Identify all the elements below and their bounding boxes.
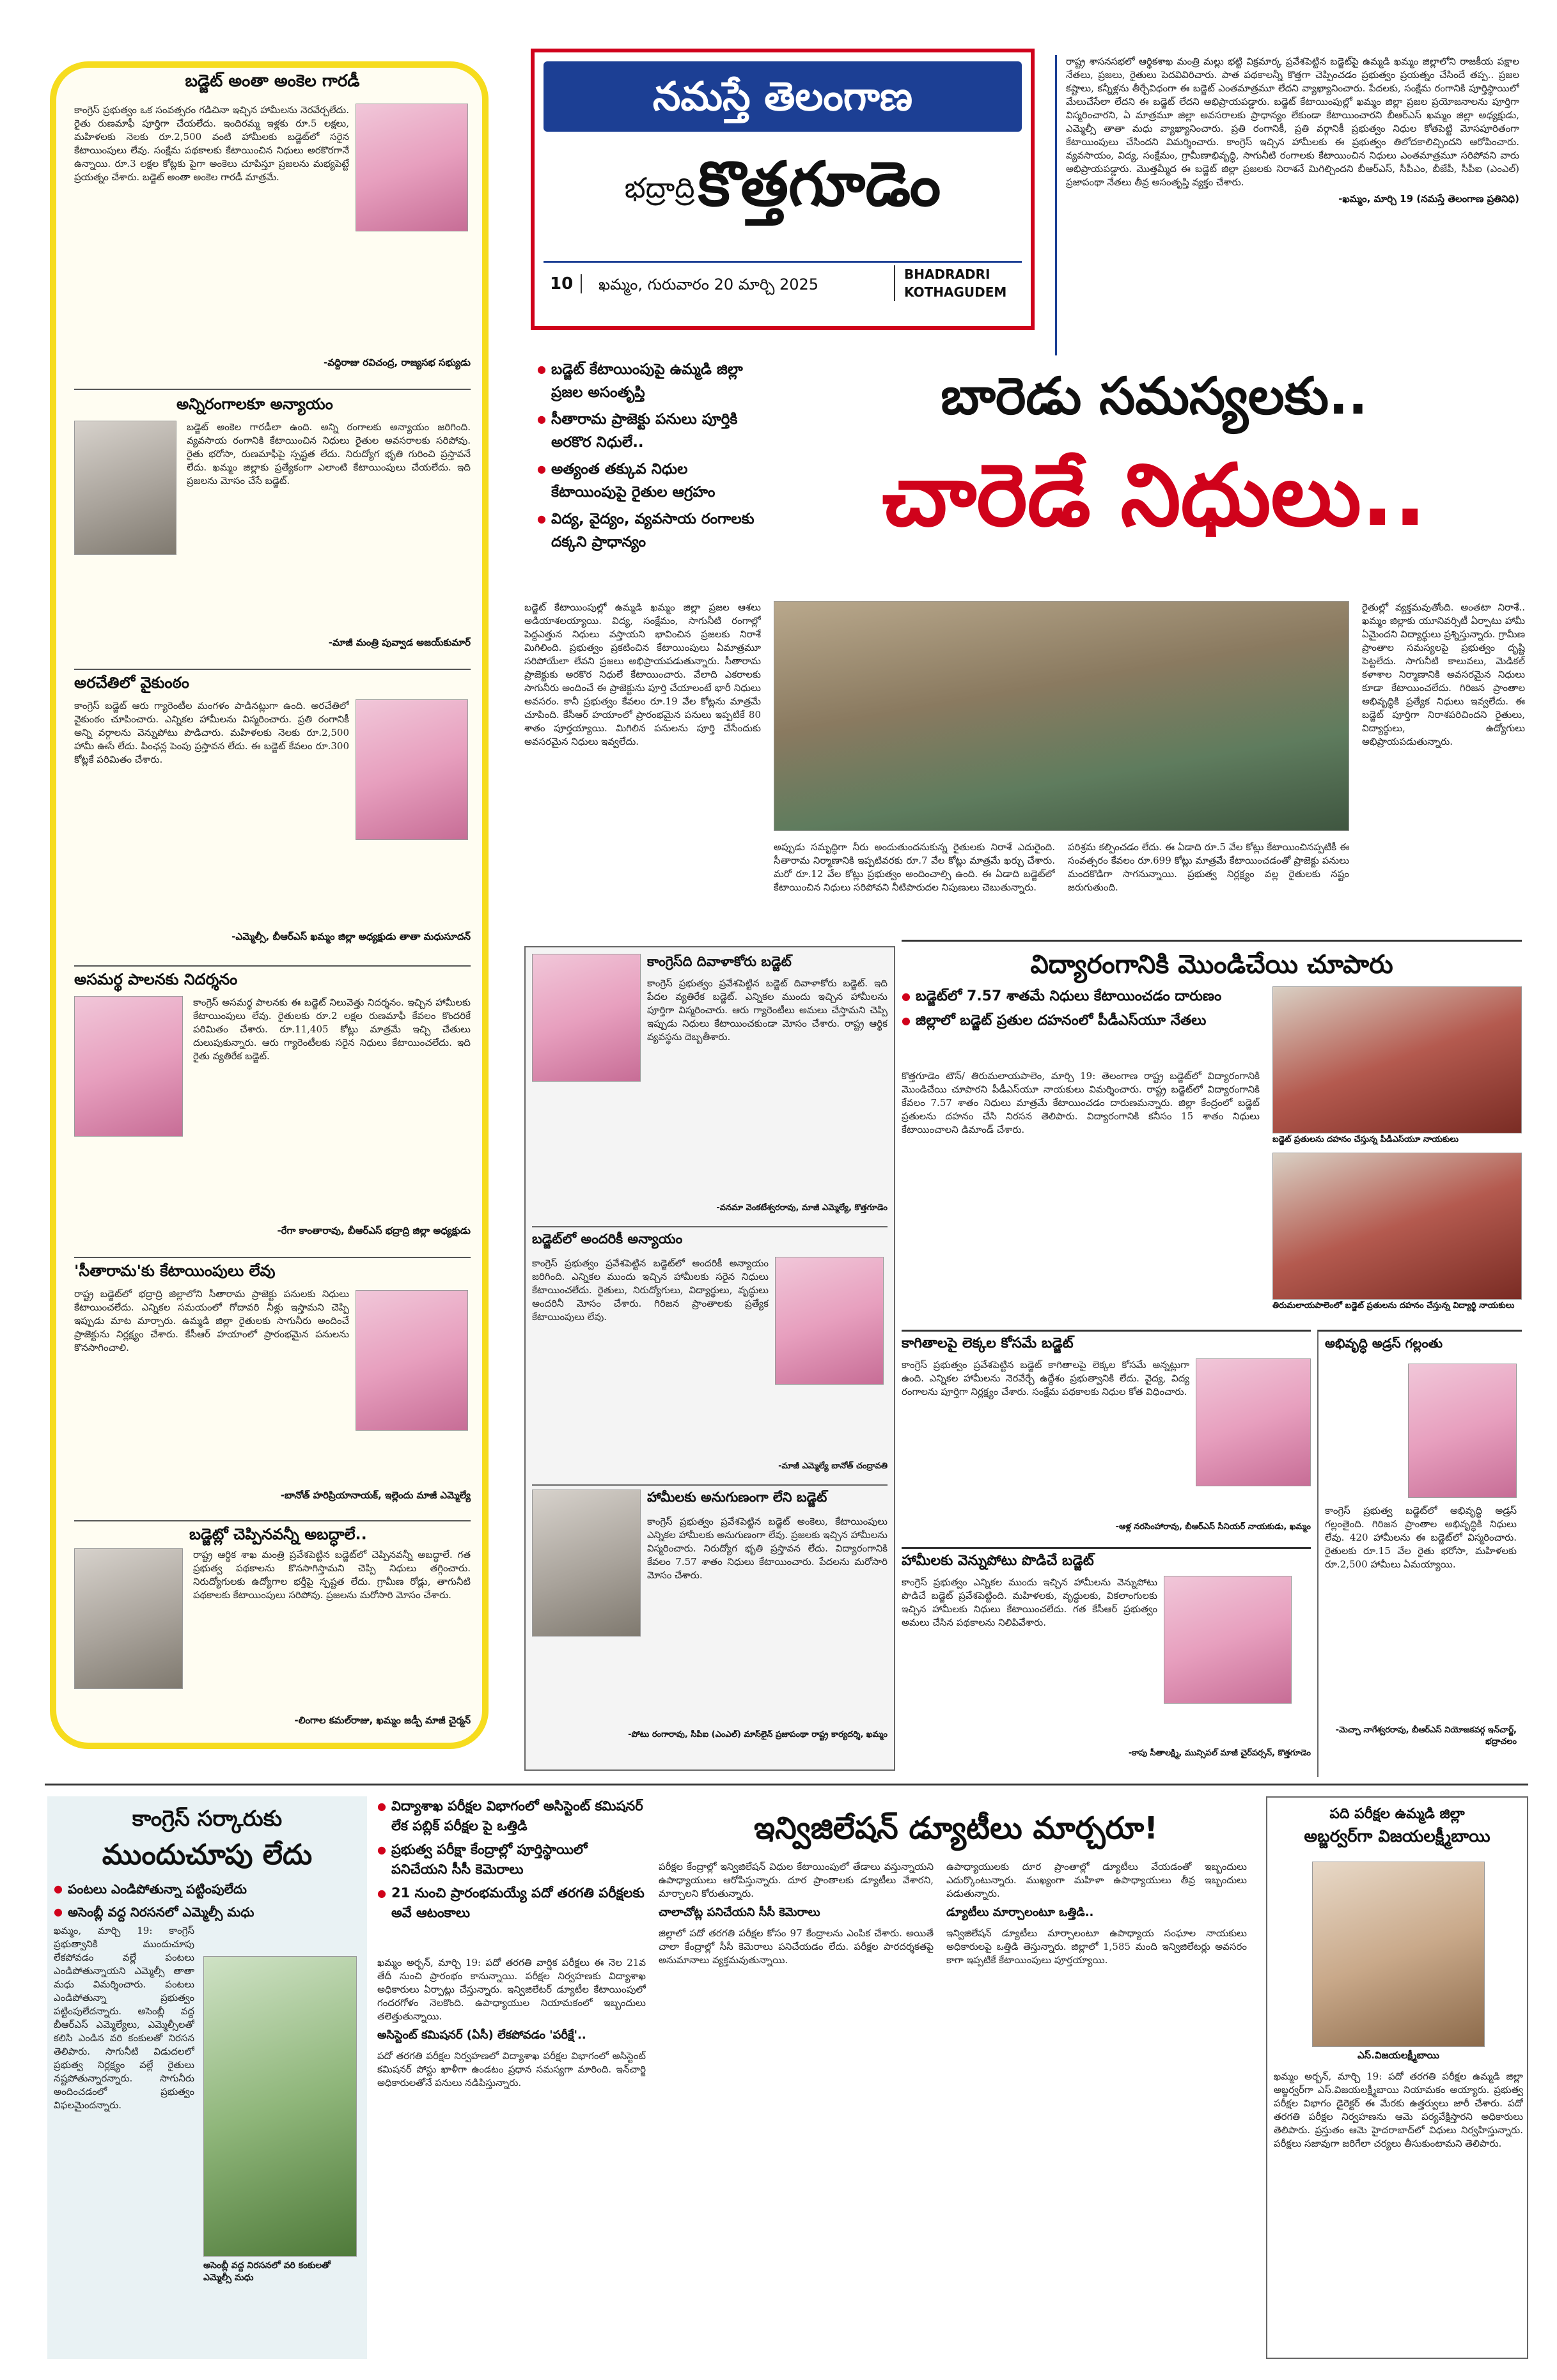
article-body: కాంగ్రెస్ ప్రభుత్వ బడ్జెట్‌లో అభివృద్ధి అడ్రస్ గల్లంతైంది. గిరిజన ప్రాంతాల అభివృద్ధికి నిధులు లేవు. 420 హామీలను ఈ బడ్జెట్‌లో విస్మరించారు. రైతులకు రూ.15 వేల రైతు భరోసా, మహిళలకు రూ.2,500 హామీలు ఏమయ్యాయి. — [1325, 1505, 1517, 1570]
exam-subhead: అసిస్టెంట్ కమిషనర్ (ఏసీ) లేకపోవడం 'పరీక్షే'.. — [377, 2028, 586, 2042]
article-photo — [356, 699, 468, 840]
exam-subhead: డ్యూటీలు మార్చాలంటూ ఒత్తిడి.. — [946, 1906, 1094, 1919]
article-signature: -ఎమ్మెల్సీ, బీఆర్ఎస్ ఖమ్మం జిల్లా అధ్యక్షుడు తాతా మధుసూదన్ — [231, 931, 471, 942]
article-photo — [532, 1489, 641, 1637]
story-body: రాష్ట్ర శాసనసభలో ఆర్థికశాఖ మంత్రి మల్లు భట్టి విక్రమార్క ప్రవేశపెట్టిన బడ్జెట్‌పై ఉమ్మడి ఖమ్మం జిల్లాలోని రాజకీయ పక్షాల నేతలు, ప్రజలు, రైతులు పెదవివిరిచారు. పాత పథకాలన్నీ కొత్తగా చెప్పించడం ప్రభుత్వం ప్రయత్నం చేసిందే తప్ప.. ప్రజల కష్టాలు, కన్నీళ్లను తీర్చేవిధంగా ఈ బడ్జెట్ ఎంతమాత్రమూ లేదని వ్యాఖ్యానించారు. పేదలకు, సంక్షేమ రంగానికి పూర్తిస్థాయిలో మేలుచేసేలా లేదని ఈ బడ్జెట్ లేదని అభిప్రాయపడ్డారు. బడ్జెట్ కేటాయింపుల్లో ఖమ్మం జిల్లా ప్రజల ప్రయోజనాలను పూర్తిగా విస్మరించారని, ఏ మాత్రమూ జిల్లా అవసరాలకు ప్రాధాన్యం లేకుండా కేటాయించారని బీఆర్ఎస్ ఖమ్మం జిల్లా అధ్యక్షుడు, ఎమ్మెల్సీ తాతా మధు వ్యాఖ్యానించారు. ప్రతి రంగానికీ, ప్రతి వర్గానికీ ప్రభుత్వం నిధుల కోతపెట్టి మోసపూరితంగా కేటాయింపులు చేసిందని విమర్శించారు. కాంగ్రెస్ ఇచ్చిన హామీలకు ఈ ప్రభుత్వం తిలోదకాలిచ్చిందని ఆరోపించారు. వ్యవసాయం, విద్య, సంక్షేమం, గ్రామీణాభివృద్ధి, సాగునీటి రంగాలకు కేటాయించిన నిధులు ఎంతమాత్రమూ సరిపోవని వారు అభిప్రాయపడ్డారు. మొత్తమ్మీద ఈ బడ్జెట్ జిల్లా ప్రజలకు నిరాశనే మిగిల్చిందని బీఆర్ఎస్, సీపీఎం, బీజేపీ, సీపీఐ (ఎంఎల్) ప్రజాపంథా నేతలు తీవ్ర అసంతృప్తి వ్యక్తం చేశారు. — [1066, 56, 1519, 188]
bottom-left-headline1: కాంగ్రెస్ సర్కారుకు — [132, 1806, 283, 1832]
article-body: కాంగ్రెస్ బడ్జెట్ ఆరు గ్యారెంటీల మంగళం పాడినట్లుగా ఉంది. అరచేతిలో వైకుంఠం చూపించారు. ఎన్నికల హామీలను విస్మరించారు. ప్రతి రంగానికీ అన్ని వర్గాలను వెన్నుపోటు పొడిచారు. మహిళలకు నెలకు రూ.2,500 హామీ ఊసే లేదు. పింఛన్ల పెంపు ప్రస్తావన లేదు. ఈ బడ్జెట్ కేవలం రూ.300 కోట్లకే పరిమితం చేశారు. — [74, 700, 349, 765]
exam-bullets — [377, 1796, 646, 1950]
article-body: కాంగ్రెస్ ప్రభుత్వం ప్రవేశపెట్టిన బడ్జెట్ దివాళాకోరు బడ్జెట్. ఇది పేదల వ్యతిరేక బడ్జెట్. ఎన్నికల ముందు ఇచ్చిన హామీలను పూర్తిగా విస్మరించారు. ఆరు గ్యారెంటీలు అమలు చేస్తామని చెప్పి ఇప్పుడు నిధులు కేటాయించకుండా మోసం చేశారు. రాష్ట్ర ఆర్థిక వ్యవస్థను దెబ్బతీశారు. — [647, 977, 888, 1043]
divider — [74, 965, 471, 967]
bottom-divider — [45, 1784, 1528, 1785]
main-story-col3: పరిశ్రమ కల్పించడం లేదు. ఈ ఏడాది రూ.5 వేల కోట్లు కేటాయించినప్పటికీ ఈ సంవత్సరం కేవలం రూ.699 కోట్లు మాత్రమే కేటాయించడంతో ప్రాజెక్టు పనులు మందకొడిగా సాగనున్నాయి. ప్రభుత్వ నిర్లక్ష్యం వల్ల రైతులకు నష్టం జరుగుతుంది. — [1068, 841, 1349, 893]
photo-caption: బడ్జెట్ ప్రతులను దహనం చేస్తున్న పీడీఎస్‌యూ నాయకులు — [1272, 1135, 1459, 1144]
exam-col1-body: ఖమ్మం అర్బన్, మార్చి 19: పదో తరగతి వార్షిక పరీక్షలు ఈ నెల 21వ తేదీ నుంచి ప్రారంభం కానున్నాయి. పరీక్షల నిర్వహణకు విద్యాశాఖ అధికారులు ఏర్పాట్లు చేస్తున్నారు. ఇన్విజిలేటర్ డ్యూటీల కేటాయింపులో గందరగోళం నెలకొంది. ఉపాధ్యాయుల నియామకంలో ఇబ్బందులు తలెత్తుతున్నాయి. — [377, 1957, 646, 2022]
article-photo — [74, 421, 176, 555]
article-photo — [532, 954, 641, 1082]
article-signature: -మెచ్చా నాగేశ్వరరావు, బీఆర్ఎస్ నియోజకవర్గ ఇన్‌చార్జ్, భద్రాచలం — [1335, 1725, 1517, 1746]
photo-caption: తిరుమలాయపాలెంలో బడ్జెట్ ప్రతులను దహనం చేస్తున్న విద్యార్థి నాయకులు — [1272, 1301, 1515, 1311]
exam-bullet: ● ప్రభుత్వ పరీక్షా కేంద్రాల్లో పూర్తిస్థాయిలో పనిచేయని సీసీ కెమెరాలు — [377, 1840, 646, 1879]
divider — [74, 389, 471, 390]
small-story — [1317, 1330, 1522, 1777]
opinion-article — [74, 1525, 471, 1736]
article-body: రాష్ట్ర బడ్జెట్‌లో భద్రాద్రి జిల్లాలోని సీతారామ ప్రాజెక్టు పనులకు నిధులు కేటాయించలేదు. ఎన్నికల సమయంలో గోదావరి నీళ్లు ఇస్తామని చెప్పి ఇప్పుడు మాట మార్చారు. ఉమ్మడి జిల్లా రైతులకు సాగునీరు అందించే ప్రాజెక్టును నిర్లక్ష్యం చేశారు. కేసీఆర్ హయాంలో ప్రారంభమైన పనులను కొనసాగించాలి. — [74, 1288, 349, 1353]
exam-bullet: ● 21 నుంచి ప్రారంభమయ్యే పదో తరగతి పరీక్షలకు అవే ఆటంకాలు — [377, 1883, 646, 1923]
main-story-col1: బడ్జెట్ కేటాయింపుల్లో ఉమ్మడి ఖమ్మం జిల్లా ప్రజల ఆశలు అడియాశలయ్యాయి. విద్య, సంక్షేమం, సాగునీటి రంగాల్లో పెద్దఎత్తున నిధులు వస్తాయని భావించిన ప్రజలకు నిరాశే మిగిలింది. ప్రభుత్వం ప్రకటించిన కేటాయింపులు ఏమాత్రమూ సరిపోయేలా లేవని ప్రజలు అభిప్రాయపడుతున్నారు. సీతారామ ప్రాజెక్టుకు అరకొర నిధులే కేటాయించారు. వేలాది ఎకరాలకు సాగునీరు అందించే ఈ ప్రాజెక్టును పూర్తి చేయాలంటే భారీ నిధులు అవసరం. కానీ ప్రభుత్వం కేవలం రూ.19 వేల కోట్లను మాత్రమే చూపింది. కేసీఆర్ హయాంలో ప్రారంభమైన పనులు ఇప్పటికే 80 శాతం పూర్తయ్యాయి. మిగిలిన పనులను పూర్తి చేసేందుకు అవసరమైన నిధులు ఇవ్వలేదు. — [524, 602, 761, 747]
exam-col2b-body: జిల్లాలో పదో తరగతి పరీక్షల కోసం 97 కేంద్రాలను ఎంపిక చేశారు. అయితే చాలా కేంద్రాల్లో సీసీ కెమెరాలు పనిచేయడం లేదు. పరీక్షల పారదర్శకతపై అనుమానాలు వ్యక్తమవుతున్నాయి. — [659, 1927, 934, 1966]
article-title: కాంగ్రెస్‌ది దివాళాకోరు బడ్జెట్ — [647, 954, 792, 969]
article-body: కాంగ్రెస్ ప్రభుత్వం ప్రవేశపెట్టిన బడ్జెట్ కాగితాలపై లెక్కల కోసమే అన్నట్లుగా ఉంది. ఎన్నికల హామీలను నెరవేర్చే ఉద్దేశం ప్రభుత్వానికి లేదు. వైద్య, విద్య రంగాలను పూర్తిగా నిర్లక్ష్యం చేశారు. సంక్షేమ పథకాలకు నిధుల కోత విధించారు. — [902, 1359, 1189, 1397]
article-body: కాంగ్రెస్ ప్రభుత్వం ప్రవేశపెట్టిన బడ్జెట్‌లో అందరికీ అన్యాయం జరిగింది. ఎన్నికల ముందు ఇచ్చిన హామీలకు సరైన నిధులు కేటాయించలేదు. రైతులు, నిరుద్యోగులు, విద్యార్థులు, వృద్ధులు అందరినీ మోసం చేశారు. గిరిజన ప్రాంతాలకు ప్రత్యేక కేటాయింపులు లేవు. — [532, 1257, 769, 1323]
divider — [532, 1226, 888, 1227]
exam-col3-body: ఉపాధ్యాయులకు దూర ప్రాంతాల్లో డ్యూటీలు వేయడంతో ఇబ్బందులు ఎదుర్కొంటున్నారు. ముఖ్యంగా మహిళా ఉపాధ్యాయులు తీవ్ర ఇబ్బందులు పడుతున్నారు. — [946, 1861, 1247, 1899]
highlight-bullets — [537, 358, 767, 595]
exam-col2 — [659, 1860, 934, 2359]
protest-photo-2 — [1272, 1153, 1522, 1300]
edition-prefix: భద్రాద్రి — [624, 172, 695, 205]
bottom-left-bullet: ● అసెంబ్లీ వద్ద నిరసనలో ఎమ్మెల్సీ మధు — [54, 1902, 361, 1922]
main-headline — [774, 358, 1535, 588]
bottom-left-bullet: ● పంటలు ఎండిపోతున్నా పట్టింపులేదు — [54, 1879, 361, 1899]
education-story — [902, 940, 1522, 1323]
article-signature: -మాజీ మంత్రి పువ్వాడ అజయ్‌కుమార్ — [328, 637, 471, 648]
bottom-left-body: ఖమ్మం, మార్చి 19: కాంగ్రెస్ ప్రభుత్వానికి ముందుచూపు లేకపోవడం వల్లే పంటలు ఎండిపోతున్నాయని ఎమ్మెల్సీ తాతా మధు విమర్శించారు. పంటలు ఎండిపోతున్నా ప్రభుత్వం పట్టింపులేదన్నారు. అసెంబ్లీ వద్ద బీఆర్ఎస్ ఎమ్మెల్యేలు, ఎమ్మెల్సీలతో కలిసి ఎండిన వరి కంకులతో నిరసన తెలిపారు. సాగునీటి విడుదలలో ప్రభుత్వ నిర్లక్ష్యం వల్లే రైతులు నష్టపోతున్నారన్నారు. సాగునీరు అందించడంలో ప్రభుత్వం విఫలమైందన్నారు. — [54, 1925, 194, 2111]
edition-english-line1: BHADRADRI — [904, 267, 990, 282]
headline-line1: బారెడు సమస్యలకు.. — [941, 366, 1368, 426]
article-body: కాంగ్రెస్ ప్రభుత్వం ఎన్నికల ముందు ఇచ్చిన హామీలను వెన్నుపోటు పొడిచే బడ్జెట్ ప్రవేశపెట్టింది. మహిళలకు, వృద్ధులకు, వికలాంగులకు ఇచ్చిన హామీలకు నిధులు కేటాయించలేదు. గత కేసీఆర్ ప్రభుత్వం అమలు చేసిన పథకాలను నిలిపివేశారు. — [902, 1576, 1157, 1628]
exam-col1 — [377, 1956, 646, 2365]
article-signature: -వనమా వెంకటేశ్వరరావు, మాజీ ఎమ్మెల్యే, కొత్తగూడెం — [716, 1203, 888, 1213]
article-body: కాంగ్రెస్ ప్రభుత్వం ఒక సంవత్సరం గడిచినా ఇచ్చిన హామీలను నెరవేర్చలేదు. రైతు రుణమాఫీ పూర్తిగా చేయలేదు. ఇందిరమ్మ ఇళ్లకు రూ.5 లక్షలు, మహిళలకు నెలకు రూ.2,500 వంటి హామీలకు బడ్జెట్‌లో సరైన కేటాయింపులు లేవు. సంక్షేమ పథకాలకు కేటాయించిన నిధులు అరకొరగానే ఉన్నాయి. రూ.3 లక్షల కోట్లకు పైగా అంకెలు చూపిస్తూ ప్రజలను మభ్యపెట్టే ప్రయత్నం చేశారు. బడ్జెట్ అంతా అంకెల గారడీ మాత్రమే. — [74, 104, 349, 183]
opinion-article — [532, 954, 888, 1222]
article-signature: -వద్దిరాజు రవిచంద్ర, రాజ్యసభ సభ్యుడు — [324, 357, 471, 368]
opinion-article — [74, 1262, 471, 1518]
protest-photo — [203, 1956, 357, 2257]
opinion-article — [532, 1489, 888, 1764]
article-photo — [74, 996, 183, 1137]
small-story — [902, 1330, 1311, 1541]
article-body: కాంగ్రెస్ ప్రభుత్వం ప్రవేశపెట్టిన బడ్జెట్ అంకెలు, కేటాయింపులు ఎన్నికల హామీలకు అనుగుణంగా లేవు. ప్రజలకు ఇచ్చిన హామీలను విస్మరించారు. నిరుద్యోగ భృతి ప్రస్తావన లేదు. విద్యారంగానికి కేవలం 7.57 శాతం నిధులు కేటాయించారు. పేదలను మరోసారి మోసం చేశారు. — [647, 1516, 888, 1581]
bottom-left-bullets — [54, 1879, 361, 1922]
masthead-edition — [544, 148, 1022, 244]
middle-opinion-box — [524, 946, 895, 1771]
article-signature: -ఆళ్ల నరసింహారావు, బీఆర్ఎస్ సీనియర్ నాయకుడు, ఖమ్మం — [1115, 1522, 1311, 1532]
article-signature: -మాజీ ఎమ్మెల్యే బానోత్ చంద్రావతి — [778, 1461, 888, 1471]
bottom-right-headline2: అబ్జర్వర్‌గా విజయలక్ష్మీబాయి — [1304, 1827, 1490, 1846]
highlight-bullet: ● విద్య, వైద్యం, వ్యవసాయ రంగాలకు దక్కని ప్రాధాన్యం — [537, 508, 767, 554]
main-story-right-col: రైతుల్లో వ్యక్తమవుతోంది. అంతటా నిరాశే.. ఖమ్మం జిల్లాకు యూనివర్సిటీ ఏర్పాటు హామీ ఏమైందని విద్యార్థులు ప్రశ్నిస్తున్నారు. గ్రామీణ ప్రాంతాల సమస్యలపై ప్రభుత్వం దృష్టి పెట్టలేదు. సాగునీటి కాలువలు, మెడికల్ కళాశాల నిర్మాణానికి అవసరమైన నిధులు కూడా కేటాయించలేదు. గిరిజన ప్రాంతాల అభివృద్ధికి ప్రత్యేక నిధులు ఇవ్వలేదు. ఈ బడ్జెట్ పూర్తిగా నిరాశపరిచిందని రైతులు, విద్యార్థులు, ఉద్యోగులు అభిప్రాయపడుతున్నారు. — [1362, 602, 1525, 747]
bottom-left-story — [47, 1796, 367, 2359]
protest-photo-1 — [1272, 986, 1522, 1133]
education-body: కొత్తగూడెం టౌన్/ తిరుమలాయపాలెం, మార్చి 19: తెలంగాణ రాష్ట్ర బడ్జెట్‌లో విద్యారంగానికి మొండిచేయి చూపారని పీడీఎస్‌యూ నాయకులు విమర్శించారు. రాష్ట్ర బడ్జెట్‌లో విద్యారంగానికి కేవలం 7.57 శాతం నిధులు మాత్రమే కేటాయించడం దారుణమన్నారు. జిల్లా కేంద్రంలో బడ్జెట్ ప్రతులను దహనం చేసి నిరసన తెలిపారు. విద్యారంగానికి కనీసం 15 శాతం నిధులు కేటాయించాలని డిమాండ్ చేశారు. — [902, 1070, 1260, 1135]
exam-subhead: చాలాచోట్ల పనిచేయని సీసీ కెమెరాలు — [659, 1906, 820, 1919]
photo-caption: అసెంబ్లీ వద్ద నిరసనలో వరి కంకులతో ఎమ్మెల్సీ మధు — [203, 2260, 331, 2283]
portrait-photo — [1312, 1862, 1485, 2047]
highlight-bullet: ● బడ్జెట్ కేటాయింపుపై ఉమ్మడి జిల్లా ప్రజల అసంతృప్తి — [537, 358, 767, 404]
divider — [532, 1484, 888, 1486]
divider — [74, 669, 471, 670]
article-photo — [1164, 1576, 1292, 1704]
masthead — [531, 49, 1035, 330]
article-title: అభివృద్ధి అడ్రస్ గల్లంతు — [1325, 1335, 1443, 1351]
bottom-right-body: ఖమ్మం అర్బన్, మార్చి 19: పదో తరగతి పరీక్షల ఉమ్మడి జిల్లా అబ్జర్వర్‌గా ఎస్.విజయలక్ష్మీబాయి నియామకం అయ్యారు. ప్రభుత్వ పరీక్షల విభాగం డైరెక్టర్ ఈ మేరకు ఉత్తర్వులు జారీ చేశారు. పదో తరగతి పరీక్షల నిర్వహణను ఆమె పర్యవేక్షిస్తారని అధికారులు తెలిపారు. ప్రస్తుతం ఆమె హైదరాబాద్‌లో విధులు నిర్వహిస్తున్నారు. పరీక్షలు సజావుగా జరిగేలా చర్యలు తీసుకుంటామని తెలిపారు. — [1274, 2071, 1523, 2149]
left-opinion-column — [50, 61, 489, 1749]
article-photo — [775, 1257, 884, 1385]
article-signature: -రేగా కాంతారావు, బీఆర్ఎస్ భద్రాద్రి జిల్లా అధ్యక్షుడు — [277, 1225, 471, 1236]
edition-name: కొత్తగూడెం — [698, 148, 941, 220]
opinion-article — [74, 970, 471, 1252]
article-photo — [356, 1290, 468, 1431]
education-headline: విద్యారంగానికి మొండిచేయి చూపారు — [1030, 950, 1393, 979]
bottom-right-headline1: పది పరీక్షల ఉమ్మడి జిల్లా — [1329, 1806, 1465, 1822]
article-title: బడ్జెట్‌లో అందరికీ అన్యాయం — [532, 1231, 683, 1247]
top-right-story — [1055, 55, 1519, 355]
photo-caption: ఎస్.విజయలక్ష్మీబాయి — [1357, 2049, 1439, 2061]
article-photo — [1196, 1358, 1311, 1486]
main-story-col2: అప్పుడు సమృద్ధిగా నీరు అందుతుందనుకున్న రైతులకు నిరాశే ఎదురైంది. సీతారామ నిర్మాణానికి ఇప్పటివరకు రూ.7 వేల కోట్లు మాత్రమే ఖర్చు చేశారు. మరో రూ.12 వేల కోట్లు ప్రభుత్వం అందించాల్సి ఉంది. ఈ ఏడాది బడ్జెట్‌లో కేటాయించిన నిధులు సరిపోవని నీటిపారుదల నిపుణులు చెబుతున్నారు. — [774, 841, 1055, 893]
edition-english — [894, 265, 1015, 301]
exam-col3b-body: ఇన్విజిలేషన్ డ్యూటీలు మార్చాలంటూ ఉపాధ్యాయ సంఘాల నాయకులు అధికారులపై ఒత్తిడి తెస్తున్నారు. జిల్లాలో 1,585 మంది ఇన్విజిలేటర్లు అవసరం కాగా ఇప్పటికే కేటాయింపులు పూర్తయ్యాయి. — [946, 1927, 1247, 1966]
highlight-bullet: ● సీతారామ ప్రాజెక్టు పనులు పూర్తికి అరకొర నిధులే.. — [537, 408, 767, 454]
article-signature: -కాపు సీతాలక్ష్మి, మున్సిపల్ మాజీ చైర్‌పర్సన్, కొత్తగూడెం — [1128, 1748, 1311, 1758]
opinion-article — [532, 1231, 888, 1481]
masthead-title-bar — [544, 61, 1022, 132]
opinion-article — [74, 674, 471, 961]
exam-col3 — [946, 1860, 1247, 2359]
exam-bullet: ● విద్యాశాఖ పరీక్షల విభాగంలో అసిస్టెంట్ కమిషనర్ లేక పబ్లిక్ పరీక్షల పై ఒత్తిడి — [377, 1796, 646, 1836]
small-story — [902, 1547, 1311, 1771]
article-title: అరచేతిలో వైకుంఠం — [74, 674, 189, 692]
page-number: 10 — [550, 274, 582, 293]
article-photo — [1408, 1364, 1517, 1498]
article-body: బడ్జెట్ అంకెల గారడీలా ఉంది. అన్ని రంగాలకు అన్యాయం జరిగింది. వ్యవసాయ రంగానికి కేటాయించిన నిధులు రైతుల అవసరాలకు సరిపోవు. రైతు భరోసా, రుణమాఫీపై స్పష్టత లేదు. నిరుద్యోగ భృతి గురించి ప్రస్తావనే లేదు. ఖమ్మం జిల్లాకు ప్రత్యేకంగా ఎలాంటి కేటాయింపులు చేయలేదు. ఇది ప్రజలను మోసం చేసే బడ్జెట్. — [187, 421, 471, 486]
article-signature: -బానోత్ హరిప్రియానాయక్, ఇల్లెందు మాజీ ఎమ్మెల్యే — [280, 1489, 471, 1501]
bottom-left-headline2: ముందుచూపు లేదు — [102, 1839, 313, 1871]
education-bullets — [902, 986, 1260, 1063]
bottom-right-story — [1266, 1796, 1528, 2359]
divider — [74, 1257, 471, 1258]
opinion-article — [74, 395, 471, 664]
article-signature: -పోటు రంగారావు, సీపీఐ (ఎంఎల్) మాస్‌లైన్ ప్రజాపంథా రాష్ట్ర కార్యదర్శి, ఖమ్మం — [628, 1730, 888, 1739]
article-photo — [74, 1548, 183, 1689]
article-body: రాష్ట్ర ఆర్థిక శాఖ మంత్రి ప్రవేశపెట్టిన బడ్జెట్‌లో చెప్పినవన్నీ అబద్ధాలే. గత ప్రభుత్వ పథకాలను కొనసాగిస్తామని చెప్పి నిధులు తగ్గించారు. నిరుద్యోగులకు ఉద్యోగాల భర్తీపై స్పష్టత లేదు. గ్రామీణ రోడ్లు, తాగునీటి పథకాలకు కేటాయింపులు సరిపోవు. ప్రజలను మరోసారి మోసం చేశారు. — [193, 1549, 471, 1601]
article-signature: -లింగాల కమల్‌రాజు, ఖమ్మం జడ్పీ మాజీ చైర్మన్ — [294, 1715, 471, 1726]
article-photo — [356, 104, 468, 231]
edition-english-line2: KOTHAGUDEM — [904, 284, 1007, 300]
opinion-article — [74, 72, 471, 385]
article-title: కాగితాలపై లెక్కల కోసమే బడ్జెట్ — [902, 1335, 1074, 1351]
dateline: ఖమ్మం, గురువారం 20 మార్చి 2025 — [599, 276, 819, 293]
article-body: కాంగ్రెస్ అసమర్థ పాలనకు ఈ బడ్జెట్ నిలువెత్తు నిదర్శనం. ఇచ్చిన హామీలకు కేటాయింపులు లేవు. రైతులకు రూ.2 లక్షల రుణమాఫీ కేవలం కొందరికే పరిమితం చేశారు. రూ.11,405 కోట్లు మాత్రమే ఇచ్చి చేతులు దులుపుకున్నారు. ఆరు గ్యారెంటీలకు సరైన నిధులు కేటాయించలేదు. ఇది రైతు వ్యతిరేక బడ్జెట్. — [193, 997, 471, 1062]
article-title: అసమర్థ పాలనకు నిదర్శనం — [74, 970, 238, 988]
exam-col1b-body: పదో తరగతి పరీక్షల నిర్వహణలో విద్యాశాఖ పరీక్షల విభాగంలో అసిస్టెంట్ కమిషనర్ పోస్టు ఖాళీగా ఉండటం ప్రధాన సమస్యగా మారింది. ఇన్‌చార్జి అధికారులతోనే పనులు నడిపిస్తున్నారు. — [377, 2050, 646, 2088]
article-title: అన్నిరంగాలకూ అన్యాయం — [176, 395, 333, 413]
exam-col2-body: పరీక్షల కేంద్రాల్లో ఇన్విజిలేషన్ విధుల కేటాయింపులో తేడాలు వస్తున్నాయని ఉపాధ్యాయులు ఆరోపిస్తున్నారు. దూర ప్రాంతాలకు డ్యూటీలు వేశారని, మార్చాలని కోరుతున్నారు. — [659, 1861, 934, 1899]
masthead-title: నమస్తే తెలంగాణ — [652, 73, 913, 120]
education-bullet: ● బడ్జెట్‌లో 7.57 శాతమే నిధులు కేటాయించడం దారుణం — [902, 986, 1260, 1007]
divider — [74, 1520, 471, 1521]
highlight-bullet: ● అత్యంత తక్కువ నిధుల కేటాయింపుపై రైతుల ఆగ్రహం — [537, 458, 767, 504]
article-title: హామీలకు అనుగుణంగా లేని బడ్జెట్ — [647, 1489, 827, 1505]
assembly-photo — [774, 601, 1349, 831]
article-title: బడ్జెట్లో చెప్పినవన్నీ అబద్ధాలే.. — [189, 1525, 367, 1543]
story-signature: -ఖమ్మం, మార్చి 19 (నమస్తే తెలంగాణ ప్రతినిధి) — [1338, 193, 1519, 205]
education-bullet: ● జిల్లాలో బడ్జెట్ ప్రతుల దహనంలో పీడీఎస్‌యూ నేతలు — [902, 1011, 1260, 1031]
article-title: బడ్జెట్ అంతా అంకెల గారడీ — [185, 72, 360, 91]
article-title: 'సీతారామ'కు కేటాయింపులు లేవు — [74, 1262, 276, 1280]
masthead-dateline-bar — [544, 261, 1022, 316]
headline-line2: చారెడే నిధులు.. — [882, 446, 1427, 545]
exam-headline: ఇన్విజిలేషన్ డ్యూటీలు మార్చరూ! — [753, 1810, 1159, 1846]
article-title: హామీలకు వెన్నుపోటు పొడిచే బడ్జెట్ — [902, 1553, 1094, 1569]
